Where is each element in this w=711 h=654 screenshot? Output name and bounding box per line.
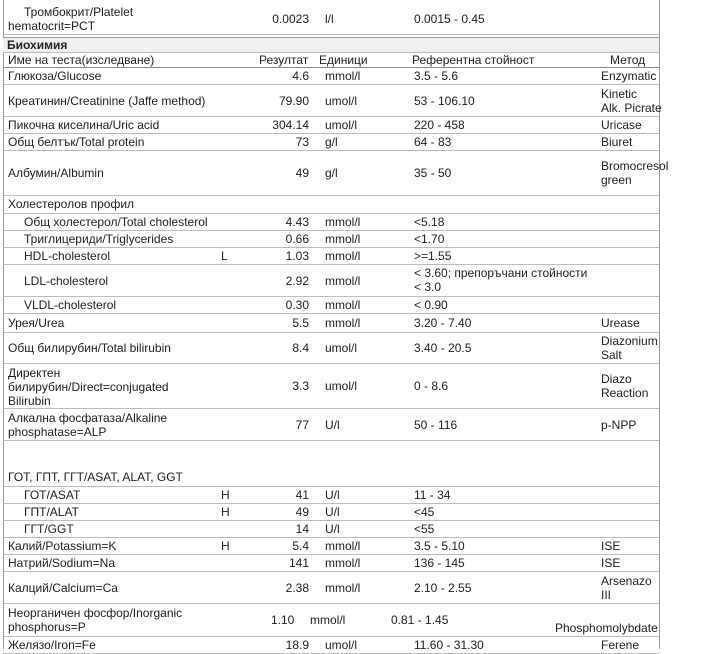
method-value-line: III <box>601 588 612 602</box>
result-value: 2.92 <box>285 274 309 288</box>
method-value-line: Bromocresol <box>601 159 669 173</box>
table-row <box>3 134 659 151</box>
method-value <box>601 334 658 362</box>
method-value-line: Alk. Picrate <box>601 101 662 115</box>
test-name: ГОТ/ASAT <box>24 488 81 502</box>
result-value: 14 <box>295 522 309 536</box>
result-value: 5.5 <box>292 316 309 330</box>
table-row <box>3 504 659 521</box>
reference-value <box>414 266 587 294</box>
unit-value: U/l <box>325 505 340 519</box>
method-value-line: Arsenazo <box>601 574 652 588</box>
table-row <box>3 265 659 297</box>
method-value: Ferene <box>601 638 640 652</box>
table-row <box>3 231 659 248</box>
result-value: 2.38 <box>285 581 309 595</box>
test-name-line: Директен <box>8 366 61 380</box>
unit-value: mmol/l <box>325 298 361 312</box>
method-value-line: Reaction <box>601 386 649 400</box>
unit-value: umol/l <box>325 638 358 652</box>
unit-value: U/l <box>325 418 340 432</box>
table-row <box>3 521 659 538</box>
test-name: Калций/Calcium=Ca <box>8 581 118 595</box>
test-name: ГПТ/ALAT <box>24 505 79 519</box>
unit-value: mmol/l <box>325 556 361 570</box>
reference-value: 2.10 - 2.55 <box>414 581 472 595</box>
table-row <box>3 117 659 134</box>
header-reference: Референтна стойност <box>412 53 535 67</box>
method-value: Phosphomolybdate <box>555 621 658 635</box>
table-row <box>3 68 659 85</box>
test-name-line: Bilirubin <box>8 394 51 408</box>
test-name: Глюкоза/Glucose <box>8 69 102 83</box>
reference-value: 0 - 8.6 <box>414 379 449 393</box>
unit-value: mmol/l <box>325 274 361 288</box>
reference-value: >=1.55 <box>414 249 452 263</box>
result-value: 1.03 <box>285 249 309 263</box>
method-value <box>601 87 662 115</box>
unit-value: umol/l <box>325 341 358 355</box>
table-row <box>3 604 659 637</box>
flag-indicator: H <box>221 488 230 502</box>
result-value: 1.10 <box>271 613 295 627</box>
unit-value: mmol/l <box>325 232 361 246</box>
method-value <box>601 372 648 400</box>
test-name: ГГТ/GGT <box>24 522 74 536</box>
table-row <box>3 85 662 117</box>
test-name-line: phosphorus=P <box>8 620 86 634</box>
reference-value: <1.70 <box>414 232 445 246</box>
result-value: 0.30 <box>285 298 309 312</box>
result-value: 304.14 <box>272 118 309 132</box>
unit-value: umol/l <box>325 118 358 132</box>
table-row <box>3 151 669 196</box>
reference-value: 11.60 - 31.30 <box>414 638 484 652</box>
reference-value: 136 - 145 <box>414 556 465 570</box>
reference-value: <55 <box>414 522 435 536</box>
test-name: Общ белтък/Total protein <box>8 135 145 149</box>
reference-value-line: < 3.60; препоръчани стойности <box>414 266 588 280</box>
flag-indicator: H <box>221 505 230 519</box>
method-value-line: Diazo <box>601 372 632 386</box>
reference-value: <45 <box>414 505 435 519</box>
group-title: Холестеролов профил <box>8 197 135 211</box>
test-name: Креатинин/Creatinine (Jaffe method) <box>8 94 206 108</box>
reference-value: 50 - 116 <box>414 418 458 432</box>
unit-value: mmol/l <box>325 69 361 83</box>
result-value: 5.4 <box>292 539 309 553</box>
reference-value: 35 - 50 <box>414 166 452 180</box>
table-row <box>3 196 659 214</box>
method-value-line: Kinetic <box>601 87 638 101</box>
header-unit: Единици <box>319 53 368 67</box>
unit-value: mmol/l <box>310 613 346 627</box>
table-row <box>3 409 659 441</box>
table-row <box>3 314 659 333</box>
test-name: Калий/Potassium=K <box>8 539 117 553</box>
method-value: Urease <box>601 316 640 330</box>
reference-value: 53 - 106.10 <box>414 94 475 108</box>
unit-value: umol/l <box>325 379 358 393</box>
reference-value: 0.0015 - 0.45 <box>414 12 485 26</box>
table-row <box>3 364 659 409</box>
result-value: 0.0023 <box>272 12 309 26</box>
method-value-line: Salt <box>601 348 622 362</box>
header-method: Метод <box>610 53 646 67</box>
test-name-line: hematocrit=PCT <box>8 19 96 33</box>
method-value-line: Diazonium <box>601 334 658 348</box>
header-name: Име на теста(изследване) <box>8 53 155 67</box>
flag-indicator: H <box>221 539 230 553</box>
test-name <box>8 5 134 33</box>
result-value: 18.9 <box>285 638 309 652</box>
table-row <box>3 441 659 487</box>
flag-indicator: L <box>221 249 228 263</box>
unit-value: g/l <box>325 135 338 149</box>
reference-value: <5.18 <box>414 215 445 229</box>
test-name: HDL-cholesterol <box>24 249 111 263</box>
table-row <box>3 297 659 314</box>
group-title: ГОТ, ГПТ, ГГТ/ASAT, ALAT, GGT <box>8 470 183 484</box>
result-value: 8.4 <box>292 341 309 355</box>
unit-value: mmol/l <box>325 581 361 595</box>
reference-value: 3.5 - 5.6 <box>414 69 459 83</box>
result-value: 0.66 <box>285 232 309 246</box>
table-row <box>3 248 659 265</box>
reference-value: 3.20 - 7.40 <box>414 316 472 330</box>
test-name <box>8 366 169 408</box>
table-row <box>3 487 659 504</box>
method-value: Uricase <box>601 118 642 132</box>
test-name: Триглицериди/Triglycerides <box>24 232 174 246</box>
result-value: 49 <box>295 166 309 180</box>
unit-value: l/l <box>325 12 334 26</box>
method-value: ISE <box>601 556 621 570</box>
table-row-pct <box>3 0 659 35</box>
method-value: Enzymatic <box>601 69 657 83</box>
test-name: Урея/Urea <box>8 316 65 330</box>
test-name: VLDL-cholesterol <box>24 298 117 312</box>
method-value <box>601 574 652 602</box>
result-value: 73 <box>295 135 309 149</box>
unit-value: g/l <box>325 166 338 180</box>
reference-value: 0.81 - 1.45 <box>391 613 449 627</box>
method-value: Biuret <box>601 135 633 149</box>
result-value: 79.90 <box>278 94 309 108</box>
reference-value: 3.40 - 20.5 <box>414 341 472 355</box>
method-value <box>601 159 668 187</box>
section-biochemistry <box>3 37 659 53</box>
unit-value: mmol/l <box>325 249 361 263</box>
reference-value: 64 - 83 <box>414 135 452 149</box>
section-title: Биохимия <box>7 38 68 52</box>
table-row <box>3 538 659 555</box>
method-value: ISE <box>601 539 621 553</box>
reference-value: 3.5 - 5.10 <box>414 539 465 553</box>
reference-value: < 0.90 <box>414 298 448 312</box>
unit-value: mmol/l <box>325 539 361 553</box>
reference-value-line: < 3.0 <box>414 280 442 294</box>
test-name: LDL-cholesterol <box>24 274 109 288</box>
test-name: Натрий/Sodium=Na <box>8 556 116 570</box>
test-name: Пикочна киселина/Uric acid <box>8 118 160 132</box>
test-name-line: phosphatase=ALP <box>8 425 107 439</box>
test-name: Албумин/Albumin <box>8 166 104 180</box>
method-value: p-NPP <box>601 418 637 432</box>
test-name: Общ билирубин/Total bilirubin <box>8 341 171 355</box>
result-value: 3.3 <box>292 379 309 393</box>
result-value: 4.6 <box>292 69 309 83</box>
test-name-line: Алкална фосфатаза/Alkaline <box>8 411 168 425</box>
test-name-line: Тромбокрит/Platelet <box>24 5 134 19</box>
header-result: Резултат <box>259 53 309 67</box>
result-value: 49 <box>295 505 309 519</box>
result-value: 77 <box>295 418 309 432</box>
table-row <box>3 555 659 572</box>
test-name <box>8 411 167 439</box>
table-row <box>3 214 659 231</box>
table-row <box>3 572 659 604</box>
table-row <box>3 333 659 364</box>
test-name: Общ холестерол/Total cholesterol <box>24 215 208 229</box>
reference-value: 11 - 34 <box>414 488 451 502</box>
method-value-line: green <box>601 173 632 187</box>
test-name-line: билирубин/Direct=conjugated <box>8 380 169 394</box>
unit-value: U/l <box>325 522 340 536</box>
result-value: 41 <box>295 488 309 502</box>
unit-value: mmol/l <box>325 316 361 330</box>
result-value: 4.43 <box>285 215 309 229</box>
reference-value: 220 - 458 <box>414 118 465 132</box>
test-name-line: Неорганичен фосфор/Inorganic <box>8 606 183 620</box>
test-name: Желязо/Iron=Fe <box>8 638 96 652</box>
result-value: 141 <box>288 556 309 570</box>
unit-value: mmol/l <box>325 215 361 229</box>
unit-value: U/l <box>325 488 340 502</box>
unit-value: umol/l <box>325 94 358 108</box>
table-header <box>3 52 659 68</box>
test-name <box>8 606 182 634</box>
table-row <box>3 637 659 654</box>
